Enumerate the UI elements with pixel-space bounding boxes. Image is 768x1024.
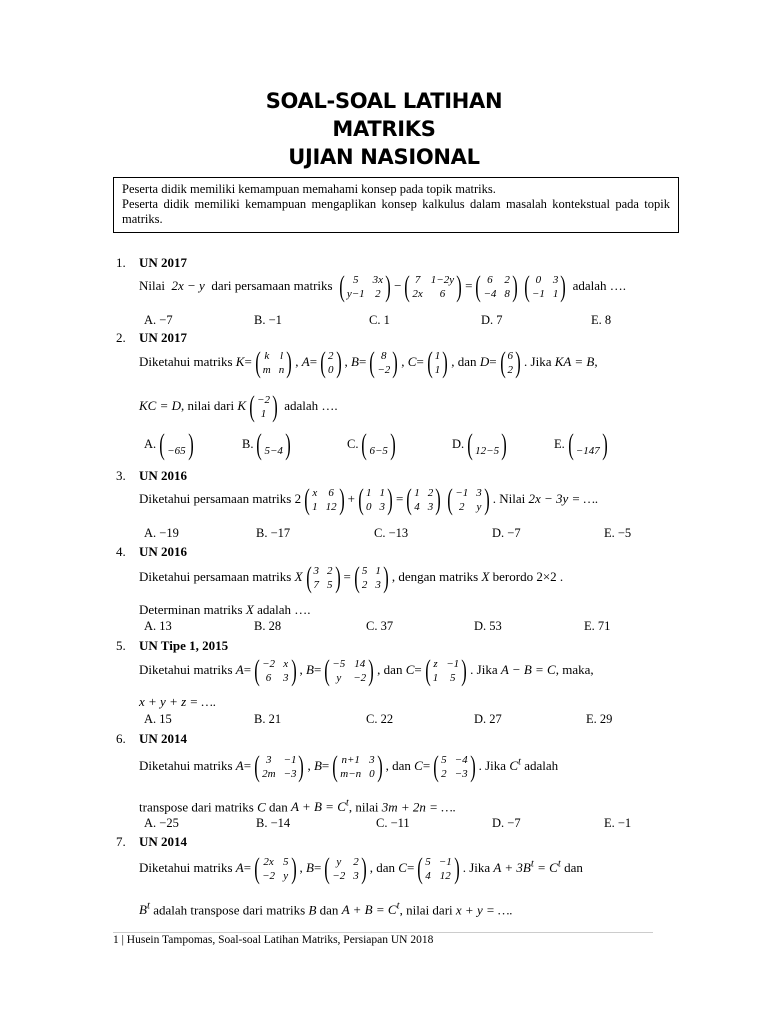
option[interactable]: C. ( 6−5) — [347, 428, 396, 461]
option[interactable]: E. −1 — [604, 816, 632, 830]
problem-source: UN Tipe 1, 2015 — [139, 638, 229, 653]
problem-6-statement-2: transpose dari matriks C dan $A + B = C^t$, nilai 3m + 2n = …. — [139, 797, 457, 815]
problem-number: 2. — [116, 330, 126, 345]
problem-number: 5. — [116, 638, 126, 653]
problem-source: UN 2014 — [139, 731, 188, 746]
objective-2: Peserta didik memiliki kemampuan mengaplikan konsep kalkulus dalam masalah kontekstual pada topik matriks. — [122, 197, 670, 226]
problem-6-options — [144, 816, 644, 831]
option[interactable]: D. 53 — [474, 619, 502, 633]
option[interactable]: E. ( −147) — [554, 428, 608, 461]
option[interactable]: B. 28 — [254, 619, 282, 633]
option[interactable]: D. −7 — [492, 816, 521, 830]
option[interactable]: B. −17 — [256, 526, 291, 540]
problem-number: 4. — [116, 544, 126, 559]
option[interactable]: E. 71 — [584, 619, 611, 633]
option[interactable]: D. ( 12−5) — [452, 428, 507, 461]
objective-box — [113, 177, 679, 233]
title-line-2: MATRIKS — [332, 117, 436, 141]
option[interactable]: D. 7 — [481, 313, 503, 327]
option[interactable]: C. 1 — [369, 313, 390, 327]
title-line-3: UJIAN NASIONAL — [288, 145, 480, 169]
problem-4-statement: Diketahui persamaan matriks X ( 3 2 7 5 ) = ( 5 1 2 3 ) , dengan matriks X berordo 2×2 . — [139, 561, 564, 594]
problem-3-options — [144, 526, 644, 541]
problem-number: 6. — [116, 731, 126, 746]
problem-4-options — [144, 619, 644, 634]
problem-4-statement-2: Determinan matriks X adalah …. — [139, 602, 311, 617]
option[interactable]: C. −11 — [376, 816, 410, 830]
option[interactable]: B. ( 5−4) — [242, 428, 291, 461]
option[interactable]: A. −19 — [144, 526, 179, 540]
problem-number: 1. — [116, 255, 126, 270]
problem-3-statement: Diketahui persamaan matriks 2 ( x 6 1 12 ) + ( 1 1 0 3 ) = ( 1 2 4 3 ) ( −1 3 2 y ) . Nilai 2x − 3y = …. — [139, 483, 599, 516]
option[interactable]: C. 37 — [366, 619, 394, 633]
problem-number: 3. — [116, 468, 126, 483]
problem-7-statement: Diketahui matriks A= ( 2x 5 −2 y ) , B= ( y 2 −2 3 ) , dan C= ( 5 −1 4 12 ) . Jika $A + 3B^t = C^t$ dan — [139, 852, 583, 885]
problem-1-statement: Nilai 2x − y dari persamaan matriks ( 5 3x y−1 2 ) − ( 7 1−2y 2x 6 ) = ( 6 2 −4 8 ) ( 0 3 −1 1 ) adalah …. — [139, 270, 626, 303]
option[interactable]: A. −25 — [144, 816, 179, 830]
objective-1: Peserta didik memiliki kemampuan memahami konsep pada topik matriks. — [122, 182, 496, 196]
problem-2-options — [144, 430, 644, 460]
problem-2-statement-2: KC = D, nilai dari K ( −2 1 ) adalah …. — [139, 390, 338, 423]
title-line-1: SOAL-SOAL LATIHAN — [265, 89, 503, 113]
problem-1-options — [144, 313, 644, 328]
option[interactable]: C. −13 — [374, 526, 409, 540]
problem-6-statement: Diketahui matriks A= ( 3 −1 2m −3 ) , B= ( n+1 3 m−n 0 ) , dan C= ( 5 −4 2 −3 ) . Jika $C^t$ adalah — [139, 750, 559, 783]
option[interactable]: E. −5 — [604, 526, 632, 540]
problem-5-statement: Diketahui matriks A= ( −2 x 6 3 ) , B= ( −5 14 y −2 ) , dan C= ( z −1 1 5 ) . Jika A − B = C, maka, — [139, 654, 594, 687]
option[interactable]: B. −14 — [256, 816, 291, 830]
option[interactable]: B. 21 — [254, 712, 282, 726]
option[interactable]: A. 15 — [144, 712, 172, 726]
problem-source: UN 2016 — [139, 544, 188, 559]
option[interactable]: E. 29 — [586, 712, 613, 726]
option[interactable]: A. ( −65) — [144, 428, 194, 461]
option[interactable]: D. 27 — [474, 712, 502, 726]
option[interactable]: A. −7 — [144, 313, 173, 327]
problem-source: UN 2014 — [139, 834, 188, 849]
page-footer: 1 | Husein Tampomas, Soal-soal Latihan Matriks, Persiapan UN 2018 — [113, 932, 653, 946]
option[interactable]: D. −7 — [492, 526, 521, 540]
problem-5-statement-2: x + y + z = …. — [139, 694, 217, 709]
problem-7-statement-2: $B^t$ adalah transpose dari matriks B dan $A + B = C^t$, nilai dari x + y = …. — [139, 900, 513, 918]
option[interactable]: E. 8 — [591, 313, 612, 327]
problem-source: UN 2017 — [139, 255, 188, 270]
problem-number: 7. — [116, 834, 126, 849]
problem-source: UN 2017 — [139, 330, 188, 345]
option[interactable]: C. 22 — [366, 712, 394, 726]
problem-5-options — [144, 712, 644, 727]
problem-source: UN 2016 — [139, 468, 188, 483]
problem-2-statement: Diketahui matriks K= ( k l m n ) , A= ( 2 0 ) , B= ( 8 −2 ) , C= ( 1 1 ) , dan D= ( 6 2 ) . Jika KA = B, — [139, 346, 598, 379]
option[interactable]: B. −1 — [254, 313, 282, 327]
option[interactable]: A. 13 — [144, 619, 172, 633]
